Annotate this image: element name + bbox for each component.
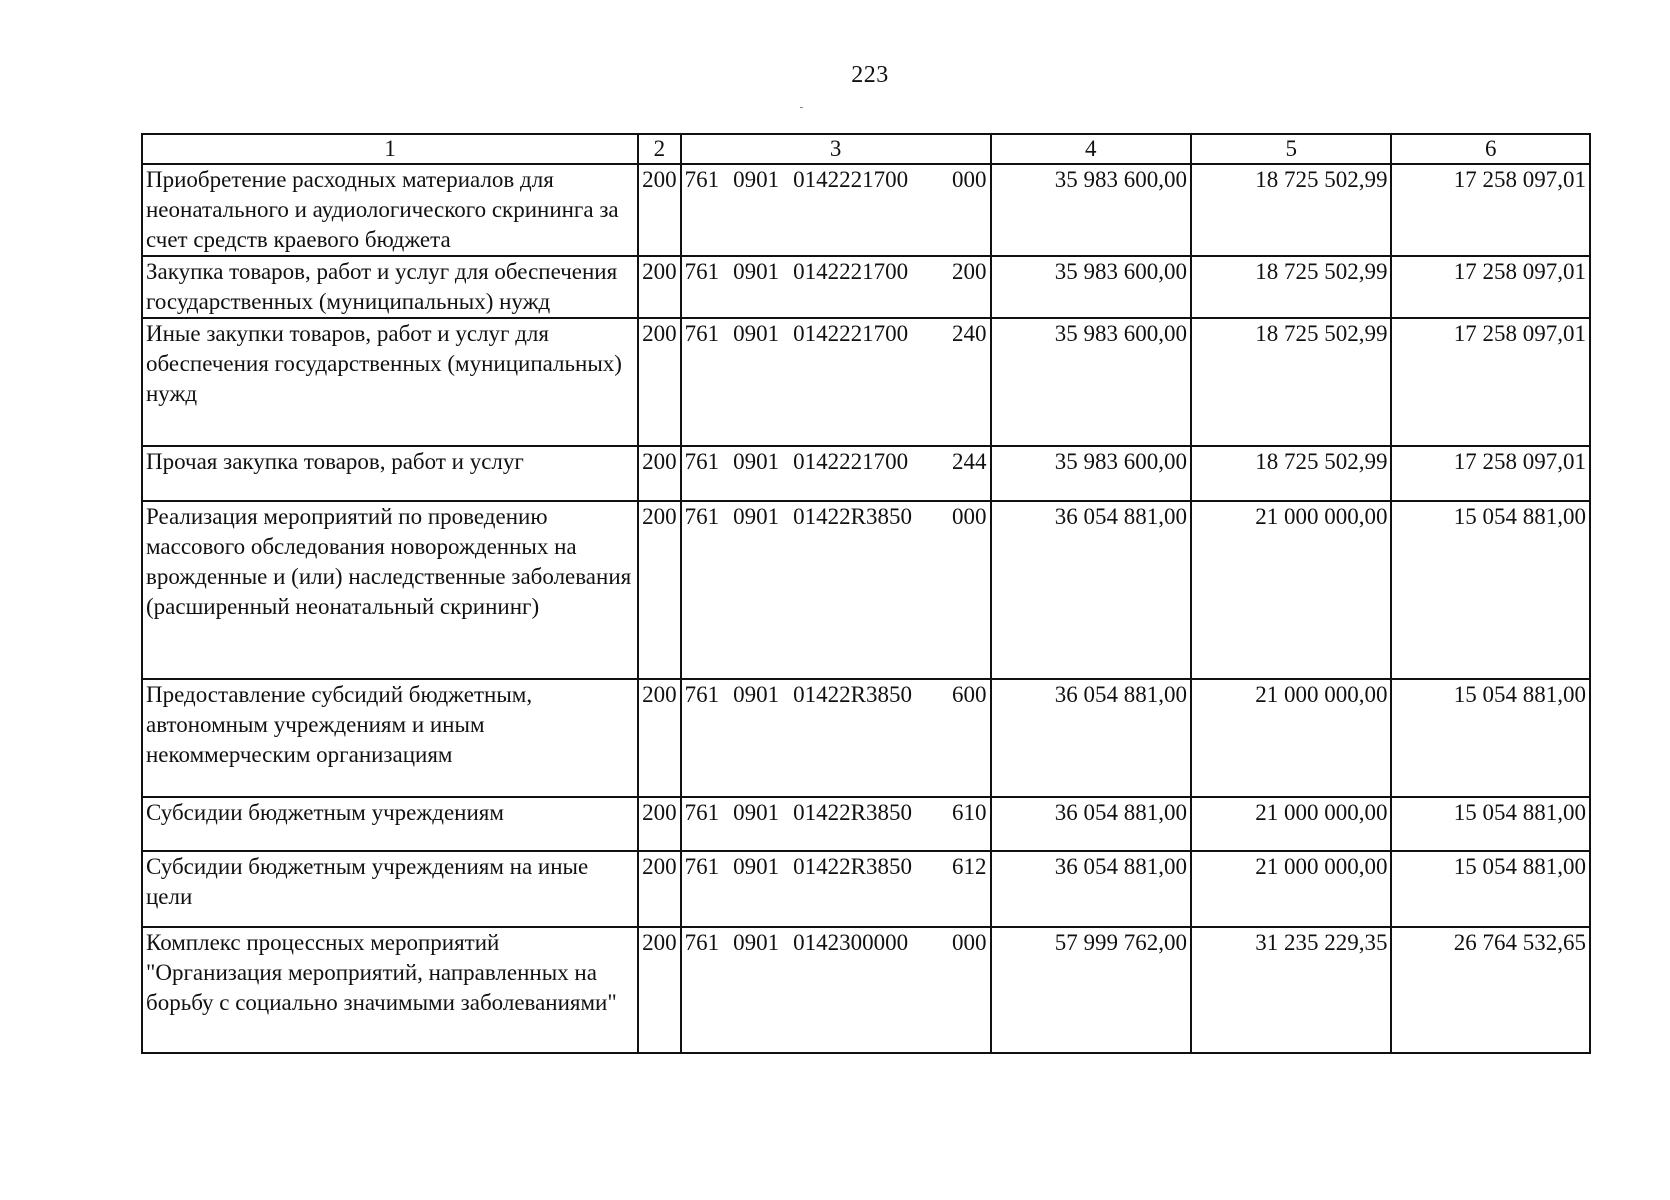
row-amount-remaining: 17 258 097,01 [1391, 446, 1590, 501]
row-code-admin: 200 [638, 851, 681, 927]
row-amount-executed: 18 725 502,99 [1191, 318, 1391, 446]
code-target: 01422R3850 [793, 504, 913, 529]
code-section: 0901 [733, 800, 780, 825]
row-amount-planned: 36 054 881,00 [991, 501, 1191, 679]
row-amount-executed: 31 235 229,35 [1191, 927, 1391, 1053]
table-header-row [142, 134, 1590, 164]
row-amount-executed: 21 000 000,00 [1191, 851, 1391, 927]
budget-table [141, 133, 1591, 1054]
table-row [142, 851, 1590, 927]
table-row [142, 797, 1590, 851]
code-section: 0901 [733, 504, 780, 529]
row-budget-code [681, 679, 991, 797]
code-ministry: 761 [684, 504, 720, 529]
code-expense-type: 600 [952, 682, 987, 707]
code-ministry: 761 [684, 167, 720, 192]
row-amount-remaining: 17 258 097,01 [1391, 164, 1590, 256]
row-description: Прочая закупка товаров, работ и услуг [142, 446, 638, 501]
row-description: Предоставление субсидий бюджетным, автономным учреждениям и иным некоммерческим организациям [142, 679, 638, 797]
table-row [142, 679, 1590, 797]
row-budget-code [681, 927, 991, 1053]
row-amount-remaining: 17 258 097,01 [1391, 256, 1590, 318]
row-amount-executed: 21 000 000,00 [1191, 797, 1391, 851]
row-amount-remaining: 15 054 881,00 [1391, 851, 1590, 927]
code-expense-type: 610 [952, 800, 987, 825]
row-description: Приобретение расходных материалов для неонатального и аудиологического скрининга за счет средств краевого бюджета [142, 164, 638, 256]
code-section: 0901 [733, 930, 780, 955]
code-ministry: 761 [684, 930, 720, 955]
row-amount-executed: 21 000 000,00 [1191, 679, 1391, 797]
row-description: Иные закупки товаров, работ и услуг для обеспечения государственных (муниципальных) нужд [142, 318, 638, 446]
row-description: Закупка товаров, работ и услуг для обеспечения государственных (муниципальных) нужд [142, 256, 638, 318]
row-budget-code [681, 164, 991, 256]
code-section: 0901 [733, 321, 780, 346]
row-amount-remaining: 26 764 532,65 [1391, 927, 1590, 1053]
code-ministry: 761 [684, 259, 720, 284]
row-code-admin: 200 [638, 501, 681, 679]
row-amount-planned: 35 983 600,00 [991, 164, 1191, 256]
code-section: 0901 [733, 854, 780, 879]
row-description: Комплекс процессных мероприятий "Организация мероприятий, направленных на борьбу с социально значимыми заболеваниями" [142, 927, 638, 1053]
row-amount-executed: 18 725 502,99 [1191, 164, 1391, 256]
code-target: 01422R3850 [793, 854, 913, 879]
row-budget-code [681, 797, 991, 851]
row-budget-code [681, 256, 991, 318]
row-amount-planned: 57 999 762,00 [991, 927, 1191, 1053]
row-amount-planned: 36 054 881,00 [991, 797, 1191, 851]
code-expense-type: 240 [952, 321, 987, 346]
table-row [142, 446, 1590, 501]
code-section: 0901 [733, 449, 780, 474]
code-expense-type: 000 [952, 167, 987, 192]
row-description: Реализация мероприятий по проведению массового обследования новорожденных на врожденные и (или) наследственные заболевания (расширенный неонатальный скрининг) [142, 501, 638, 679]
table-row [142, 318, 1590, 446]
code-ministry: 761 [684, 682, 720, 707]
code-expense-type: 244 [952, 449, 987, 474]
row-budget-code [681, 318, 991, 446]
row-amount-remaining: 15 054 881,00 [1391, 501, 1590, 679]
header-col-4: 4 [991, 134, 1191, 164]
row-amount-executed: 18 725 502,99 [1191, 446, 1391, 501]
table-row [142, 501, 1590, 679]
code-target: 01422R3850 [793, 800, 913, 825]
row-description: Субсидии бюджетным учреждениям [142, 797, 638, 851]
row-description: Субсидии бюджетным учреждениям на иные цели [142, 851, 638, 927]
page-number: 223 [851, 62, 889, 88]
row-amount-planned: 35 983 600,00 [991, 446, 1191, 501]
row-amount-remaining: 17 258 097,01 [1391, 318, 1590, 446]
row-amount-remaining: 15 054 881,00 [1391, 797, 1590, 851]
row-amount-planned: 36 054 881,00 [991, 679, 1191, 797]
code-section: 0901 [733, 682, 780, 707]
row-amount-planned: 36 054 881,00 [991, 851, 1191, 927]
code-expense-type: 000 [952, 504, 987, 529]
row-code-admin: 200 [638, 164, 681, 256]
code-target: 0142221700 [793, 449, 909, 474]
code-section: 0901 [733, 167, 780, 192]
code-ministry: 761 [684, 321, 720, 346]
row-code-admin: 200 [638, 256, 681, 318]
header-col-2: 2 [638, 134, 681, 164]
row-budget-code [681, 501, 991, 679]
row-code-admin: 200 [638, 797, 681, 851]
header-col-3: 3 [681, 134, 991, 164]
code-target: 0142221700 [793, 167, 909, 192]
row-amount-remaining: 15 054 881,00 [1391, 679, 1590, 797]
row-budget-code [681, 446, 991, 501]
code-target: 0142221700 [793, 259, 909, 284]
row-code-admin: 200 [638, 446, 681, 501]
table-row [142, 927, 1590, 1053]
table-row [142, 164, 1590, 256]
code-target: 0142300000 [793, 930, 909, 955]
row-amount-executed: 18 725 502,99 [1191, 256, 1391, 318]
table-row [142, 256, 1590, 318]
code-target: 0142221700 [793, 321, 909, 346]
row-code-admin: 200 [638, 927, 681, 1053]
header-col-1: 1 [142, 134, 638, 164]
header-col-5: 5 [1191, 134, 1391, 164]
code-ministry: 761 [684, 449, 720, 474]
code-ministry: 761 [684, 854, 720, 879]
row-amount-executed: 21 000 000,00 [1191, 501, 1391, 679]
scan-artifact [800, 107, 803, 108]
code-expense-type: 200 [952, 259, 987, 284]
code-expense-type: 000 [952, 930, 987, 955]
code-target: 01422R3850 [793, 682, 913, 707]
header-col-6: 6 [1391, 134, 1590, 164]
row-code-admin: 200 [638, 679, 681, 797]
row-amount-planned: 35 983 600,00 [991, 318, 1191, 446]
code-ministry: 761 [684, 800, 720, 825]
code-expense-type: 612 [952, 854, 987, 879]
row-budget-code [681, 851, 991, 927]
row-amount-planned: 35 983 600,00 [991, 256, 1191, 318]
row-code-admin: 200 [638, 318, 681, 446]
code-section: 0901 [733, 259, 780, 284]
